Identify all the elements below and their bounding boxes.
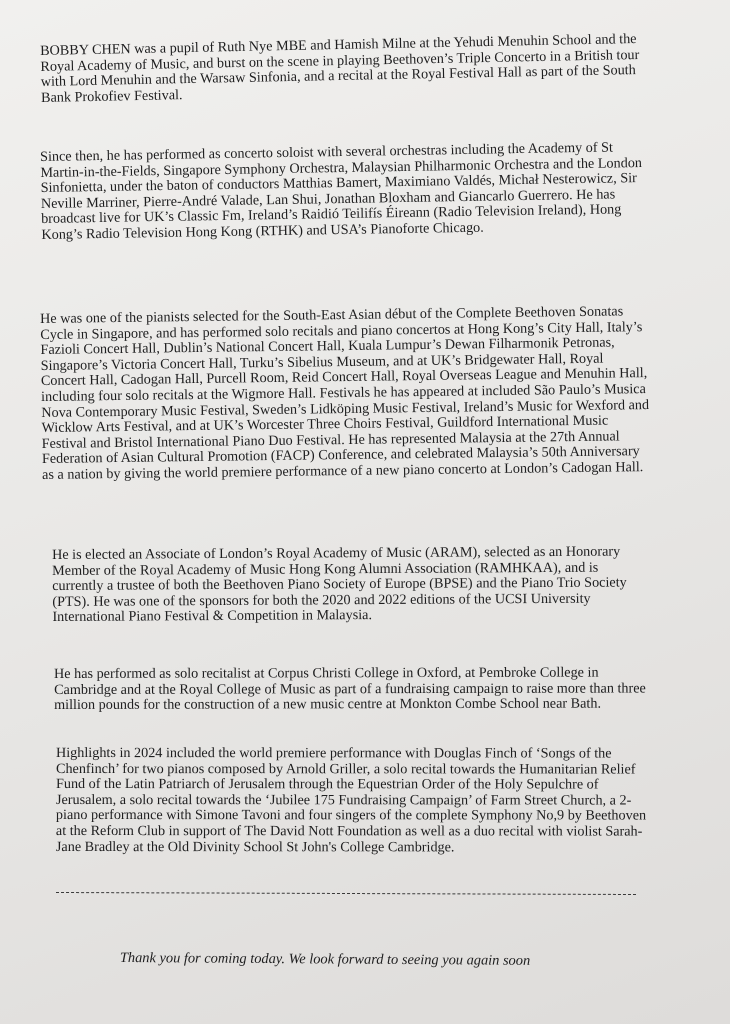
- biography-paragraph-3: He was one of the pianists selected for the South-East Asian début of the Complete Beethoven Sonatas Cycle in Singapore, and has performed solo recitals and piano concertos at Hong Kong’s City Hall, Italy’s Fazioli Concert Hall, Dublin’s National Concert Hall, Kuala Lumpur’s Dewan Filharmonik Petronas, Singapore’s Victoria Concert Hall, Turku’s Sibelius Museum, and at UK’s Bridgewater Hall, Royal Concert Hall, Cadogan Hall, Purcell Room, Reid Concert Hall, Royal Overseas League and Menuhin Hall, including four solo recitals at the Wigmore Hall. Festivals he has appeared at included São Paulo’s Musica Nova Contemporary Music Festival, Sweden’s Lidköping Music Festival, Ireland’s Music for Wexford and Wicklow Arts Festival, and at UK’s Worcester Three Choirs Festival, Guildford International Music Festival and Bristol International Piano Duo Festival. He has represented Malaysia at the 27th Annual Federation of Asian Cultural Promotion (FACP) Conference, and celebrated Malaysia’s 50th Anniversary as a nation by giving the world premiere performance of a new piano concerto at London’s Cadogan Hall.: [39, 303, 650, 483]
- biography-paragraph-5: He has performed as solo recitalist at Corpus Christi College in Oxford, at Pembroke College in Cambridge and at the Royal College of Music as part of a fundraising campaign to raise more than three million pounds for the construction of a new music centre at Monkton Combe School near Bath.: [53, 664, 646, 714]
- biography-paragraph-4: He is elected an Associate of London’s Royal Academy of Music (ARAM), selected as an Honorary Member of the Royal Academy of Music Hong Kong Alumni Association (RAMHKAA), and is currently a trustee of both the Beethoven Piano Society of Europe (BPSE) and the Piano Trio Society (PTS). He was one of the sponsors for both the 2020 and 2022 editions of the UCSI University International Piano Festival & Competition in Malaysia.: [51, 543, 627, 626]
- biography-paragraph-2: Since then, he has performed as concerto soloist with several orchestras including the Academy of St Martin-in-the-Fields, Singapore Symphony Orchestra, Malaysian Philharmonic Orchestra and the London Sinfonietta, under the baton of conductors Matthias Bamert, Maximiano Valdés, Michał Nesterowicz, Sir Neville Marriner, Pierre-André Valade, Lan Shui, Jonathan Bloxham and Giancarlo Guerrero. He has broadcast live for UK’s Classic Fm, Ireland’s Raidió Teilifís Éireann (Radio Television Ireland), Hong Kong’s Radio Television Hong Kong (RTHK) and USA’s Pianoforte Chicago.: [39, 139, 643, 243]
- biography-paragraph-6: Highlights in 2024 included the world premiere performance with Douglas Finch of ‘Songs of the Chenfinch’ for two pianos composed by Arnold Griller, a solo recital towards the Humanitarian Relief Fund of the Latin Patriarch of Jerusalem through the Equestrian Order of the Holy Sepulchre of Jerusalem, a solo recital towards the ‘Jubilee 175 Fundraising Campaign’ of Farm Street Church, a 2-piano performance with Simone Tavoni and four singers of the complete Symphony No,9 by Beethoven at the Reform Club in support of The David Nott Foundation as well as a duo recital with violist Sarah-Jane Bradley at the Old Divinity School St John's College Cambridge.: [55, 745, 647, 855]
- closing-message: Thank you for coming today. We look forward to seeing you again soon: [119, 950, 531, 970]
- biography-paragraph-1: BOBBY CHEN was a pupil of Ruth Nye MBE and Hamish Milne at the Yehudi Menuhin School and the Royal Academy of Music, and burst on the scene in playing Beethoven’s Triple Concerto in a British tour with Lord Menuhin and the Warsaw Sinfonia, and a recital at the Royal Festival Hall as part of the South Bank Prokofiev Festival.: [39, 31, 640, 106]
- dashed-divider: [56, 892, 636, 895]
